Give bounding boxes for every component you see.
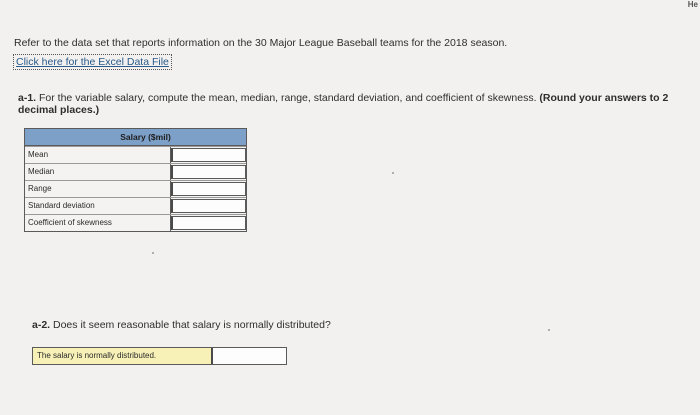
- answer-select[interactable]: [211, 348, 286, 364]
- table-header: [25, 129, 246, 146]
- salary-stats-table: [24, 128, 247, 232]
- column-header-salary: Salary ($mil): [25, 129, 246, 145]
- table-row-range: [25, 180, 246, 197]
- excel-file-link[interactable]: Click here for the Excel Data File: [13, 54, 172, 70]
- table-row-std-dev: [25, 197, 246, 214]
- question-a2-text: Does it seem reasonable that salary is normally distributed?: [50, 319, 331, 331]
- question-a1-number: a-1.: [18, 92, 37, 104]
- question-a1-instruction: (Round your answers to 2 decimal places.): [18, 92, 669, 116]
- question-a1-text: For the variable salary, compute the mean, median, range, standard deviation, and coefficient of skewness.: [36, 92, 540, 104]
- table-row-skewness: [25, 214, 246, 231]
- table-row-mean: [25, 146, 246, 163]
- row-label: Standard deviation: [25, 198, 171, 214]
- intro-text: Refer to the data set that reports information on the 30 Major League Baseball teams for the 2018 season.: [14, 37, 508, 49]
- decorative-dot: [548, 329, 550, 331]
- skewness-input[interactable]: [171, 216, 246, 230]
- question-a1: [18, 92, 694, 116]
- range-input[interactable]: [171, 182, 246, 196]
- help-link[interactable]: He: [687, 0, 698, 9]
- median-input[interactable]: [171, 165, 246, 179]
- question-a2-number: a-2.: [32, 319, 51, 331]
- table-row-median: [25, 163, 246, 180]
- normal-distribution-answer-row: [32, 347, 287, 365]
- row-label: Mean: [25, 147, 171, 163]
- question-a2: [32, 319, 331, 331]
- row-label: Coefficient of skewness: [25, 215, 171, 231]
- decorative-dot: [152, 252, 154, 254]
- decorative-dot: [392, 172, 394, 174]
- row-label: Median: [25, 164, 171, 180]
- answer-label: The salary is normally distributed.: [33, 348, 211, 364]
- row-label: Range: [25, 181, 171, 197]
- std-dev-input[interactable]: [171, 199, 246, 213]
- mean-input[interactable]: [171, 148, 246, 162]
